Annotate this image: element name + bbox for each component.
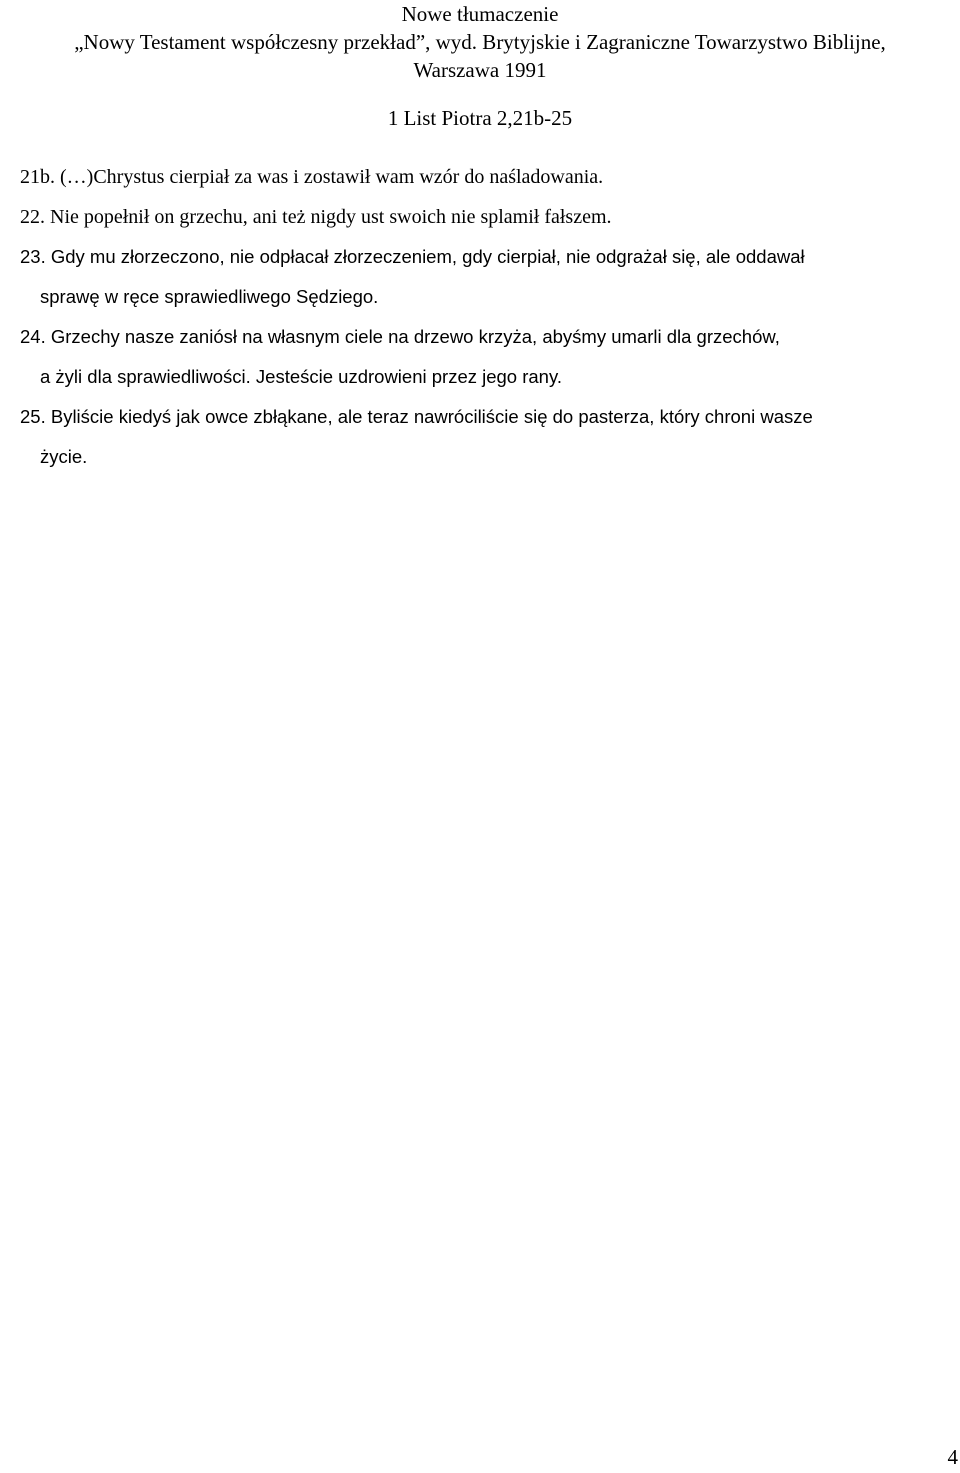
page-number: 4 (947, 1445, 958, 1469)
header-source: „Nowy Testament współczesny przekład”, wyd. Brytyjskie i Zagraniczne Towarzystwo Biblijne, (74, 30, 886, 54)
header-title: Nowe tłumaczenie (401, 2, 559, 26)
verse-continuation: sprawę w ręce sprawiedliwego Sędziego. (40, 286, 379, 307)
passage-reference: 1 List Piotra 2,21b-25 (387, 106, 573, 130)
verse-text: 25. Byliście kiedyś jak owce zbłąkane, ale teraz nawróciliście się do pasterza, który chroni wasze (20, 406, 813, 427)
verse-24 (20, 317, 958, 397)
verse-23 (20, 237, 958, 317)
verse-list (20, 157, 958, 477)
verse-continuation: życie. (40, 446, 88, 467)
document-header (0, 0, 960, 84)
verse-21b (20, 157, 958, 197)
verse-text: 23. Gdy mu złorzeczono, nie odpłacał złorzeczeniem, gdy cierpiał, nie odgrażał się, ale oddawał (20, 246, 805, 267)
header-publication-info: Warszawa 1991 (413, 58, 547, 82)
verse-text: 24. Grzechy nasze zaniósł na własnym ciele na drzewo krzyża, abyśmy umarli dla grzechów, (20, 326, 780, 347)
verse-text: 22. Nie popełnił on grzechu, ani też nigdy ust swoich nie splamił fałszem. (20, 206, 612, 228)
verse-22 (20, 197, 958, 237)
verse-25 (20, 397, 958, 477)
verse-continuation: a żyli dla sprawiedliwości. Jesteście uzdrowieni przez jego rany. (40, 366, 562, 387)
verse-text: 21b. (…)Chrystus cierpiał za was i zostawił wam wzór do naśladowania. (20, 166, 604, 188)
